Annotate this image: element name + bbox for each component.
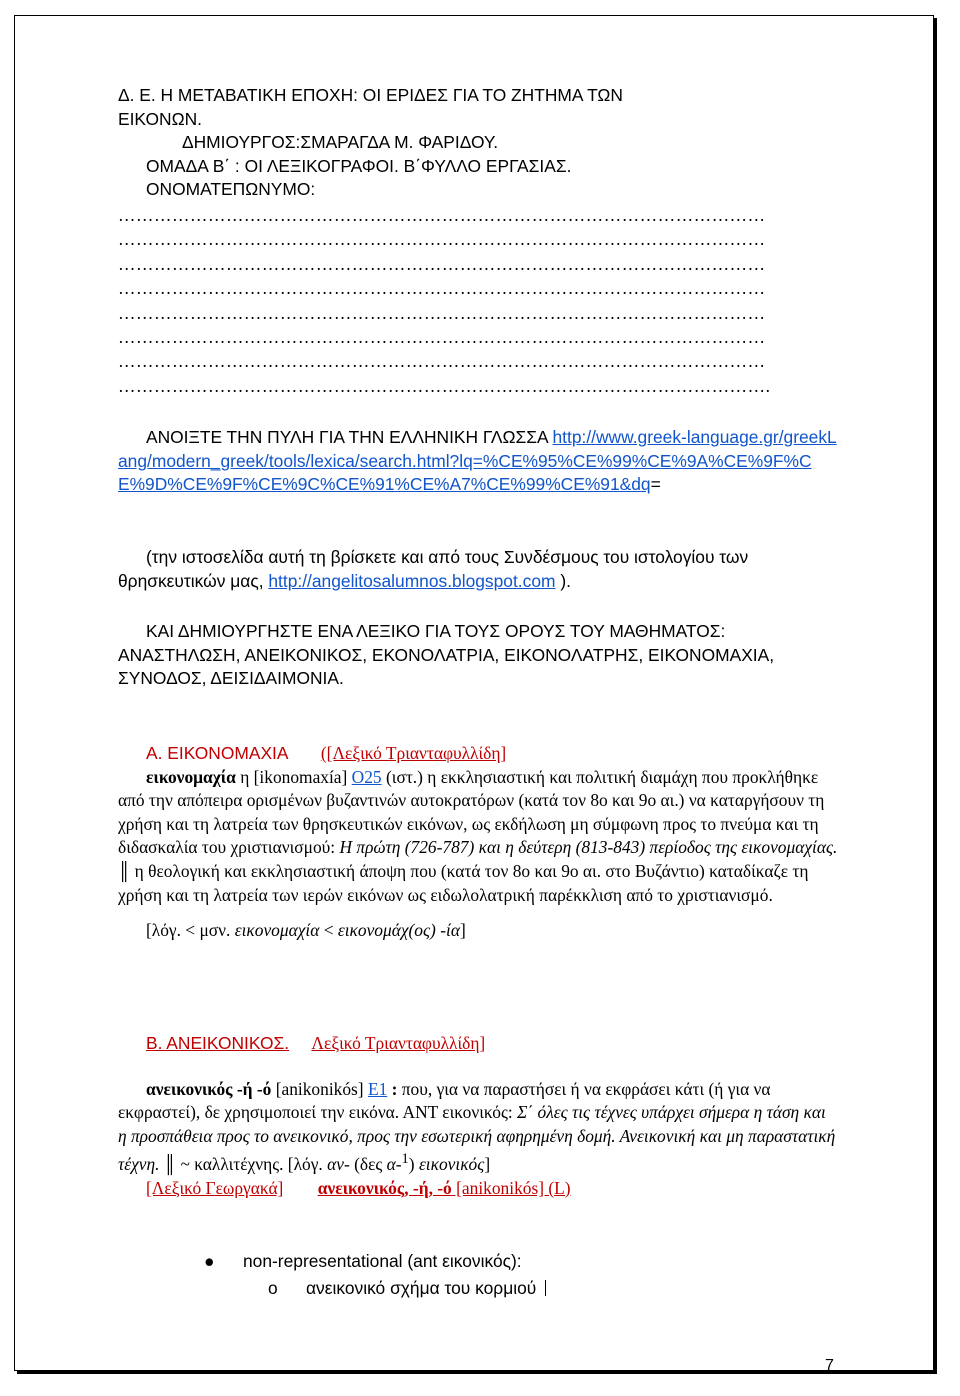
section-b-source: Λεξικό Τριανταφυλλίδη] bbox=[311, 1033, 486, 1053]
georgakas-row bbox=[118, 1177, 838, 1201]
section-a-heading: Α. ΕΙΚΟΝΟΜΑΧΙΑ bbox=[146, 743, 289, 763]
open-gate-text: ΑΝΟΙΞΤΕ ΤΗΝ ΠΥΛΗ ΓΙΑ ΤΗΝ ΕΛΛΗΝΙΚΗ ΓΛΩΣΣΑ bbox=[146, 427, 553, 447]
answer-dot-lines bbox=[118, 204, 838, 399]
code-link-o25[interactable]: Ο25 bbox=[351, 766, 382, 787]
pronunciation: η [ikonomaxía] bbox=[235, 766, 352, 787]
header-group: ΟΜΑΔΑ Β΄ : ΟΙ ΛΕΞΙΚΟΓΡΑΦΟΙ. Β΄ΦΥΛΛΟ ΕΡΓΑΣΙΑΣ. bbox=[146, 155, 572, 176]
section-b-definition bbox=[118, 1078, 838, 1177]
section-a bbox=[118, 742, 838, 943]
section-a-source: ([Λεξικό Τριανταφυλλίδη] bbox=[320, 743, 507, 763]
georgakas-entry bbox=[318, 1178, 571, 1198]
section-b-heading-row bbox=[118, 1032, 838, 1056]
dot-line: ……………………………………………………………………………………………… bbox=[118, 229, 766, 250]
url-tail: = bbox=[650, 474, 661, 495]
bullet-dot-icon: ● bbox=[204, 1251, 215, 1271]
georgakas-term: ανεικονικός, -ή, -ό bbox=[317, 1177, 452, 1198]
header-title-line1: Δ. Ε. Η ΜΕΤΑΒΑΤΙΚΗ ΕΠΟΧΗ: ΟΙ ΕΡΙΔΕΣ ΓΙΑ ΤΟ ΖΗΤΗΜΑ ΤΩΝ bbox=[118, 85, 623, 105]
dot-line: ………………………………………………………………………………………………. bbox=[118, 375, 771, 396]
section-b-heading: Β. ΑΝΕΙΚΟΝΙΚΟΣ. bbox=[146, 1033, 290, 1053]
open-gate-instruction bbox=[118, 426, 838, 497]
name-label: ΟΝΟΜΑΤΕΠΩΝΥΜΟ: bbox=[146, 179, 316, 200]
definition-part1: (ιστ.) η εκκλησιαστική και πολιτική διαμάχη που προκλήθηκε από την απόπειρα ορισμένων βυζαντινών αυτοκρατόρων (κατά τον 8ο και 9ο αι.) να καταργήσουν τη χρήση και τη λατρεία των θρησκευτικών εικόνων, ως εκδήλωση μη σύμφωνη προς το πνεύμα και τη διδασκαλία του χριστιανισμού: bbox=[118, 766, 825, 858]
georgakas-source: [Λεξικό Γεωργακά] bbox=[146, 1177, 284, 1198]
georgakas-pron: [anikonikós] (L) bbox=[451, 1177, 571, 1198]
etym-end-b: ] bbox=[484, 1154, 491, 1175]
definition-b-example: Σ΄ όλες τις τέχνες υπάρχει σήμερα η τάση και η προσπάθεια προς το ανεικονικό, προς την εσωτερική αφηρημένη δομή. Ανεικονική και μη παραστατική τέχνη. bbox=[118, 1102, 836, 1175]
etym-superscript: 1 bbox=[401, 1151, 409, 1168]
etym-word2: εικονομάχ(ος) -ία bbox=[337, 920, 460, 941]
instruction-block bbox=[118, 426, 838, 497]
blog-note-sentence: (την ιστοσελίδα αυτή τη βρίσκετε και από τους Συνδέσμους του ιστολογίου των θρησκευτικών μας, bbox=[118, 547, 749, 591]
etym-see: (δες bbox=[349, 1154, 387, 1175]
dot-line: ……………………………………………………………………………………………… bbox=[118, 351, 766, 372]
code-link-e1[interactable]: Ε1 bbox=[367, 1078, 388, 1099]
section-a-etymology bbox=[118, 919, 838, 943]
etym-mid: < bbox=[319, 920, 338, 941]
sub-list-item-text bbox=[306, 1277, 546, 1301]
sub-item-phrase: ανεικονικό σχήμα του κορμιού bbox=[306, 1278, 537, 1298]
etym-a: α- bbox=[386, 1154, 402, 1175]
pronunciation-b: [anikonikós] bbox=[271, 1078, 368, 1099]
term-eikonomachia: εικονομαχία bbox=[146, 766, 236, 787]
etym-word1: εικονομαχία bbox=[234, 920, 320, 941]
definition-b-part2: ║ ~ καλλιτέχνης. [λόγ. bbox=[159, 1154, 328, 1175]
etym-eikonikos: εικονικός bbox=[418, 1154, 485, 1175]
greek-language-link[interactable]: http://www.greek-language.gr/greekLang/modern_greek/tools/lexica/search.html?lq=%CE%95%CE%99%CE%9A%CE%9F%CE%9D%CE%9F%CE%9C%CE%91%CE%A7%CE%99%CE%91&dq bbox=[118, 427, 837, 495]
create-dictionary-instruction bbox=[118, 620, 838, 691]
page-number: 7 bbox=[825, 1357, 834, 1374]
etym-end: ] bbox=[459, 920, 466, 941]
list-item bbox=[118, 1250, 878, 1274]
blog-note-end: ). bbox=[555, 570, 571, 591]
list-item-text: non-representational (ant εικονικός): bbox=[243, 1251, 522, 1271]
bullet-list bbox=[118, 1250, 878, 1274]
blog-note bbox=[118, 546, 838, 593]
circle-bullet-icon: o bbox=[268, 1278, 278, 1298]
header-title-line2: ΕΙΚΟΝΩΝ. bbox=[118, 108, 202, 129]
terms-list: ΑΝΑΣΤΗΛΩΣΗ, ΑΝΕΙΚΟΝΙΚΟΣ, ΕΚΟΝΟΛΑΤΡΙΑ, ΕΙΚΟΝΟΛΑΤΡΗΣ, ΕΙΚΟΝΟΜΑΧΙΑ, ΣΥΝΟΔΟΣ, ΔΕΙΣΙΔΑΙΜΟΝΙΑ. bbox=[118, 644, 775, 689]
term-aneikonikos: ανεικονικός -ή -ό bbox=[146, 1078, 272, 1099]
header-creator: ΔΗΜΙΟΥΡΓΟΣ:ΣΜΑΡΑΓΔΑ Μ. ΦΑΡΙΔΟΥ. bbox=[182, 132, 499, 153]
section-a-definition bbox=[118, 766, 838, 908]
text-cursor-bar bbox=[545, 1280, 546, 1296]
dot-line: ……………………………………………………………………………………………… bbox=[118, 253, 766, 274]
blog-note-text bbox=[118, 546, 838, 593]
definition-example: Η πρώτη (726-787) και η δεύτερη (813-843) περίοδος της εικονομαχίας. bbox=[339, 837, 838, 858]
etym-an: αν- bbox=[327, 1154, 350, 1175]
etym-start: [λόγ. < μσν. bbox=[146, 920, 235, 941]
etym-close: ) bbox=[408, 1154, 419, 1175]
definition-part2: ║ η θεολογική και εκκλησιαστική άποψη που (κατά τον 8ο και 9ο αι. στο Βυζάντιο) καταδίκαζε τη χρήση και τη λατρεία των ιερών εικόνων ως ειδωλολατρική παρέκκλιση από το χριστιανισμό. bbox=[118, 860, 809, 905]
section-b bbox=[118, 1032, 838, 1200]
create-instruction-text: ΚΑΙ ΔΗΜΙΟΥΡΓΗΣΤΕ ΕΝΑ ΛΕΞΙΚΟ ΓΙΑ ΤΟΥΣ ΟΡΟΥΣ ΤΟΥ ΜΑΘΗΜΑΤΟΣ: bbox=[146, 621, 726, 641]
colon: : bbox=[387, 1078, 402, 1099]
dot-line: ……………………………………………………………………………………………… bbox=[118, 278, 766, 299]
blog-link[interactable]: http://angelitosalumnos.blogspot.com bbox=[268, 570, 556, 591]
dot-line: ……………………………………………………………………………………………… bbox=[118, 302, 766, 323]
header-block bbox=[118, 84, 838, 202]
definition-b-part1: που, για να παραστήσει ή να εκφράσει κάτι (ή για να εκφραστεί), δε χρησιμοποιεί την εικόνα. ΑΝΤ εικονικός: bbox=[118, 1078, 771, 1123]
dot-line: ……………………………………………………………………………………………… bbox=[118, 205, 766, 225]
dot-line: ……………………………………………………………………………………………… bbox=[118, 326, 766, 347]
section-a-heading-row bbox=[118, 742, 838, 766]
